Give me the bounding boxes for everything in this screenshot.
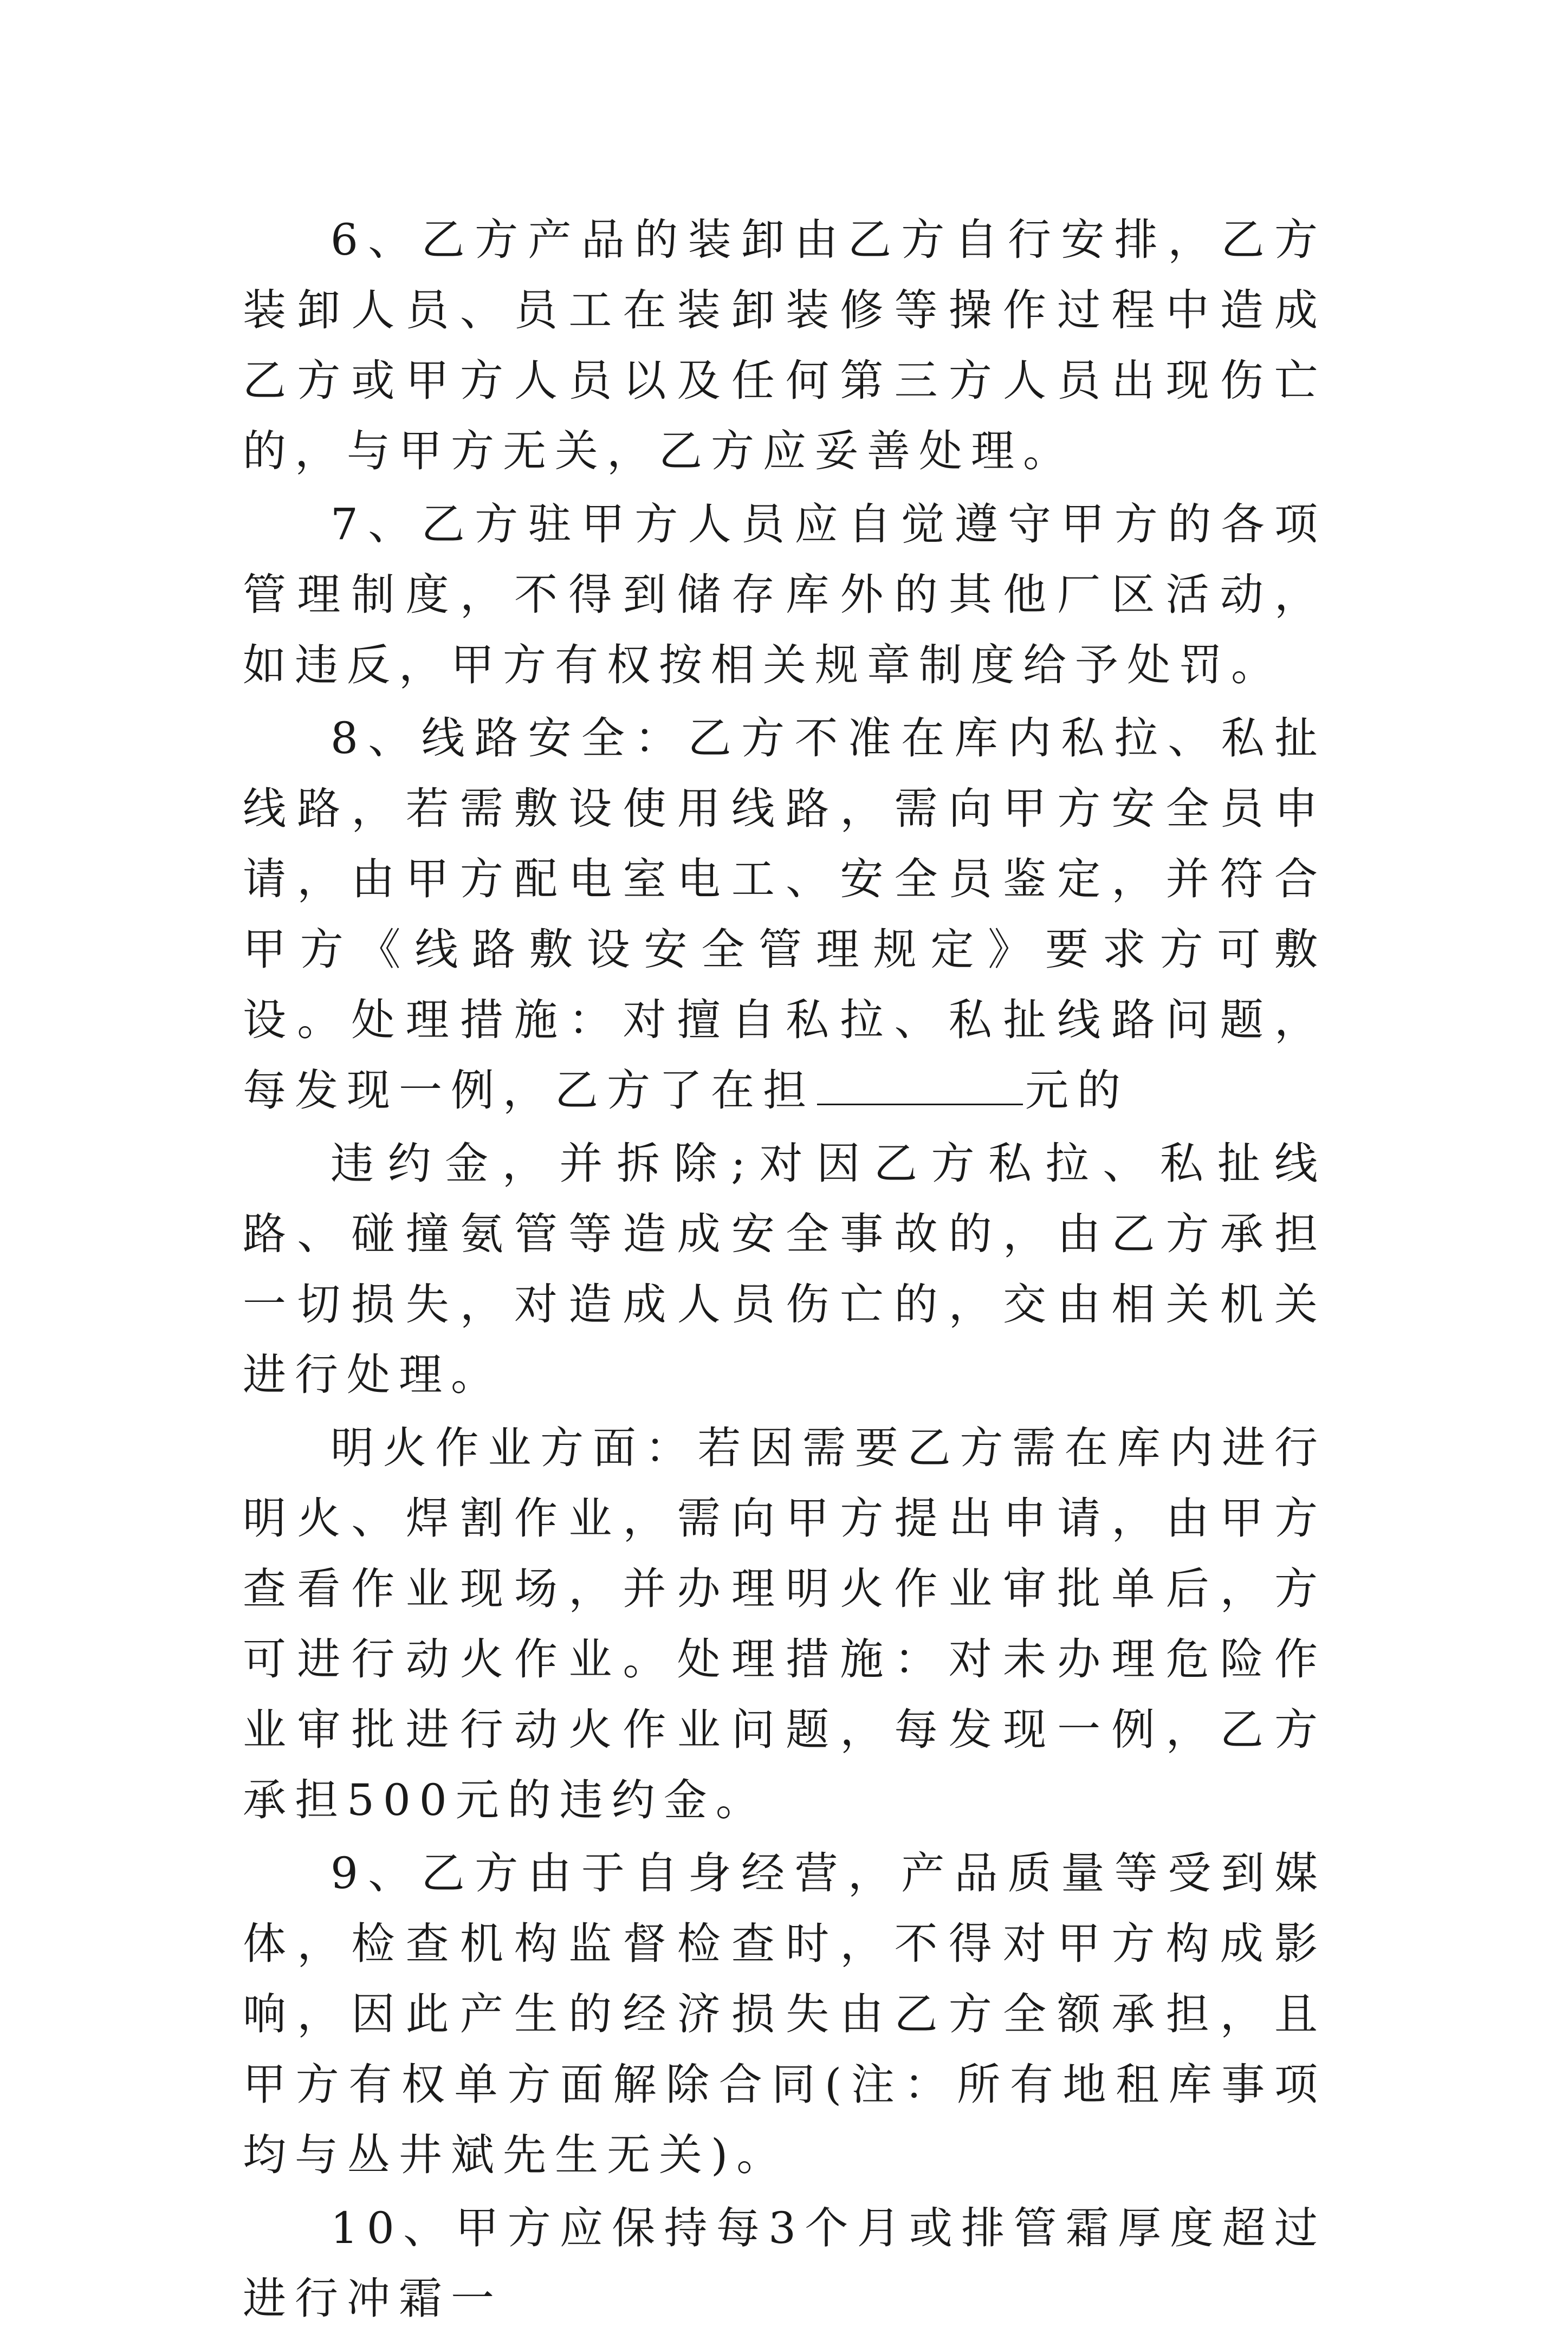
fill-in-blank: [817, 1060, 1023, 1105]
paragraph-item-8-text: 8、线路安全：乙方不准在库内私拉、私扯线路，若需敷设使用线路，需向甲方安全员申请，由甲方配电室电工、安全员鉴定，并符合甲方《线路敷设安全管理规定》要求方可敷设。处理措施：对擅自私拉、私扯线路问题，每发现一例，乙方了在担: [243, 713, 1326, 1116]
paragraph-open-flame: 明火作业方面：若因需要乙方需在库内进行明火、焊割作业，需向甲方提出申请，由甲方查看作业现场，并办理明火作业审批单后，方可进行动火作业。处理措施：对未办理危险作业审批进行动火作业问题，每发现一例，乙方承担500元的违约金。: [243, 1423, 1326, 1825]
paragraph-item-6: 6、乙方产品的装卸由乙方自行安排，乙方装卸人员、员工在装卸装修等操作过程中造成乙方或甲方人员以及任何第三方人员出现伤亡的，与甲方无关，乙方应妥善处理。: [243, 215, 1326, 476]
paragraph-item-7: 7、乙方驻甲方人员应自觉遵守甲方的各项管理制度，不得到储存库外的其他厂区活动，如违反，甲方有权按相关规章制度给予处罚。: [243, 499, 1326, 690]
paragraph-item-8: [243, 703, 1326, 1126]
paragraph-item-8-tail: 元的: [1025, 1065, 1129, 1116]
paragraph-item-10: 10、甲方应保持每3个月或排管霜厚度超过进行冲霜一: [243, 2203, 1326, 2324]
document-body: [243, 205, 1326, 2334]
paragraph-item-9: 9、乙方由于自身经营，产品质量等受到媒体，检查机构监督检查时，不得对甲方构成影响，因此产生的经济损失由乙方全额承担，且甲方有权单方面解除合同(注：所有地租库事项均与丛井斌先生无关)。: [243, 1848, 1326, 2180]
paragraph-penalty: 违约金，并拆除;对因乙方私拉、私扯线路、碰撞氨管等造成安全事故的，由乙方承担一切损失，对造成人员伤亡的，交由相关机关进行处理。: [243, 1138, 1326, 1400]
